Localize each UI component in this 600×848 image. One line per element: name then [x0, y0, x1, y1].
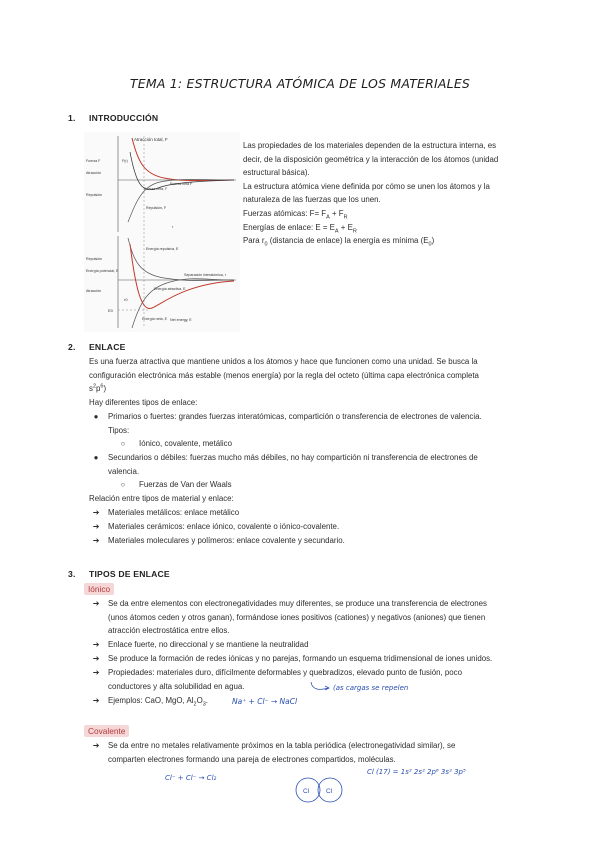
- list-item-secundarios: ● Secundarios o débiles: fuerzas mucho más débiles, no hay compartición ni transferencia de electrones de valencia.: [89, 451, 559, 478]
- section-number: 2.: [68, 342, 76, 352]
- handwritten-note: (as cargas se repelen: [333, 684, 409, 692]
- arrow-item: ➔ Propiedades: materiales duro, difícilmente deformables y quebradizos, elevado punto de fusión, poco conductores y alta solubilidad en agua.: [89, 666, 559, 693]
- list-item-primarios: ● Primarios o fuertes: grandes fuerzas interatómicas, compartición o transferencia de electrones de valencia. Tipos:: [89, 410, 559, 437]
- min-energy-statement: Para $r_0$ (distancia de enlace) la energía es mínima $(E_0)$: [243, 236, 435, 248]
- arrow-item: ➔ Se produce la formación de redes iónicas y no parejas, formando un esquema tridimensional de iones unidos.: [89, 652, 559, 666]
- label-fr: F(r): [122, 159, 128, 163]
- label-r0: r0: [124, 297, 128, 302]
- enlace-line: Es una fuerza atractiva que mantiene unidos a los átomos y hace que funcionen como una unidad. Se busca la: [89, 357, 478, 366]
- arrow-item: ➔ Se da entre no metales relativamente próximos en la tabla periódica (electronegatividad similar), se comparten electrones formando una pareja de electrones compartidos, moléculas.: [89, 739, 559, 766]
- label-net-e: Net energy, E: [170, 318, 192, 322]
- section-heading-enlace: [68, 342, 126, 352]
- intro-paragraph: [243, 139, 563, 248]
- section-title: INTRODUCCIÓN: [89, 113, 159, 123]
- label-axis-bottom2: Repulsión: [86, 257, 102, 261]
- label-axis-top2: Atracción: [86, 171, 101, 175]
- label-repulsion-force: Fuerza neta, F: [144, 187, 168, 191]
- arrow-item: ➔ Enlace fuerte, no direccional y se mantiene la neutralidad: [89, 638, 559, 652]
- enlace-line: Hay diferentes tipos de enlace:: [89, 397, 198, 407]
- label-axis-top: Fuerza F: [86, 159, 101, 163]
- intro-line: estructural básica).: [243, 168, 310, 178]
- arrow-icon: ➔: [92, 696, 100, 705]
- arrow-icon: ➔: [92, 522, 100, 531]
- label-axis-top3: Repulsión: [86, 193, 102, 197]
- arrow-item: ➔ Materiales cerámicos: enlace iónico, covalente o iónico-covalente.: [89, 520, 559, 534]
- arrow-icon: ➔: [92, 536, 100, 545]
- section-title: TIPOS DE ENLACE: [89, 569, 170, 579]
- enlace-line: configuración electrónica más estable (menos energía) por la regla del octeto (última capa electrónica completa: [89, 370, 479, 380]
- force-energy-figure: [84, 132, 240, 332]
- arrow-icon: ➔: [92, 640, 100, 649]
- relation-heading: Relación entre tipos de material y enlace:: [89, 494, 234, 503]
- hand-arrow-icon: [308, 680, 332, 694]
- label-e0: E0: [108, 308, 113, 313]
- label-r: r: [172, 225, 174, 229]
- arrow-icon: ➔: [92, 654, 100, 663]
- bullet-icon: ●: [93, 453, 99, 462]
- forces-formula: Fuerzas atómicas: $F= F_A + F_R$: [243, 208, 348, 221]
- intro-line: La estructura atómica viene definida por cómo se unen los átomos y la: [243, 181, 490, 191]
- label-net-energy: Energía neta, E: [142, 317, 167, 321]
- circle-bullet-icon: ○: [120, 480, 126, 489]
- page-title: TEMA 1: ESTRUCTURA ATÓMICA DE LOS MATERIALES: [129, 76, 471, 91]
- ionic-tag: Iónico: [84, 583, 114, 595]
- label-repulsion: Repulsión, F: [146, 206, 167, 210]
- enlace-paragraph: [89, 355, 549, 409]
- atom-label: Cl: [326, 788, 333, 795]
- label-top: Atracción total, F: [134, 137, 168, 142]
- bullet-icon: ●: [93, 412, 99, 421]
- intro-line: decir, de la disposición geométrica y la interacción de los átomos (unidad: [243, 154, 499, 164]
- arrow-item: ➔ Ejemplos: CaO, MgO, $Al_2O_3$.: [89, 694, 289, 708]
- section-title: ENLACE: [89, 342, 126, 352]
- arrow-icon: ➔: [92, 599, 100, 608]
- energy-formula: Energías de enlace: $E = E_A + E_R$: [243, 222, 357, 235]
- covalent-tag: Covalente: [84, 725, 129, 737]
- atom-label: Cl: [303, 788, 310, 795]
- section-number: 3.: [68, 569, 76, 579]
- arrow-item: ➔ Materiales moleculares y polímeros: enlace covalente y secundario.: [89, 534, 559, 548]
- list-subitem-ionico: ○ Iónico, covalente, metálico: [89, 437, 559, 451]
- label-repulsive-energy: Energía repulsiva, E: [146, 247, 179, 251]
- section-number: 1.: [68, 113, 76, 123]
- arrow-item: ➔ Materiales metálicos: enlace metálico: [89, 506, 559, 520]
- section-heading-tipos: [68, 569, 170, 579]
- arrow-item: ➔ Se da entre elementos con electronegatividades muy diferentes, se produce una transferencia de electrones (unos átomos ceden y otros ganan), formándose iones positivos (cationes) y negativos (aniones) que tienen atracción electrostática entre ellos.: [89, 597, 559, 638]
- handwritten-config: Cl (17) = 1s² 2s² 2p⁶ 3s² 3p⁵: [367, 768, 466, 776]
- enlace-line: $s^2p^6$): [89, 383, 107, 394]
- section-heading-introduccion: [68, 113, 158, 123]
- handwritten-cl2: Cl⁻ + Cl⁻ → Cl₂: [165, 774, 217, 782]
- list-subitem-vanderwaals: ○ Fuerzas de Van der Waals: [89, 478, 559, 492]
- label-spacing: Separación interatómica, r: [184, 273, 226, 277]
- arrow-icon: ➔: [92, 668, 100, 677]
- intro-line: naturaleza de las fuerzas que los unen.: [243, 195, 381, 205]
- arrow-icon: ➔: [92, 508, 100, 517]
- label-axis-bottom: Energía potencial, E: [86, 269, 119, 273]
- intro-line: Las propiedades de los materiales dependen de la estructura interna, es: [243, 141, 497, 150]
- handwritten-nacl: Na⁺ + Cl⁻ → NaCl: [232, 697, 298, 706]
- label-axis-bottom3: Atracción: [86, 289, 101, 293]
- label-attractive-energy: Energía atractiva, E: [154, 287, 186, 291]
- label-net: Fuerza neta F: [170, 182, 193, 186]
- covalent-atoms-drawing: [292, 774, 350, 806]
- arrow-icon: ➔: [92, 741, 100, 750]
- circle-bullet-icon: ○: [120, 439, 126, 448]
